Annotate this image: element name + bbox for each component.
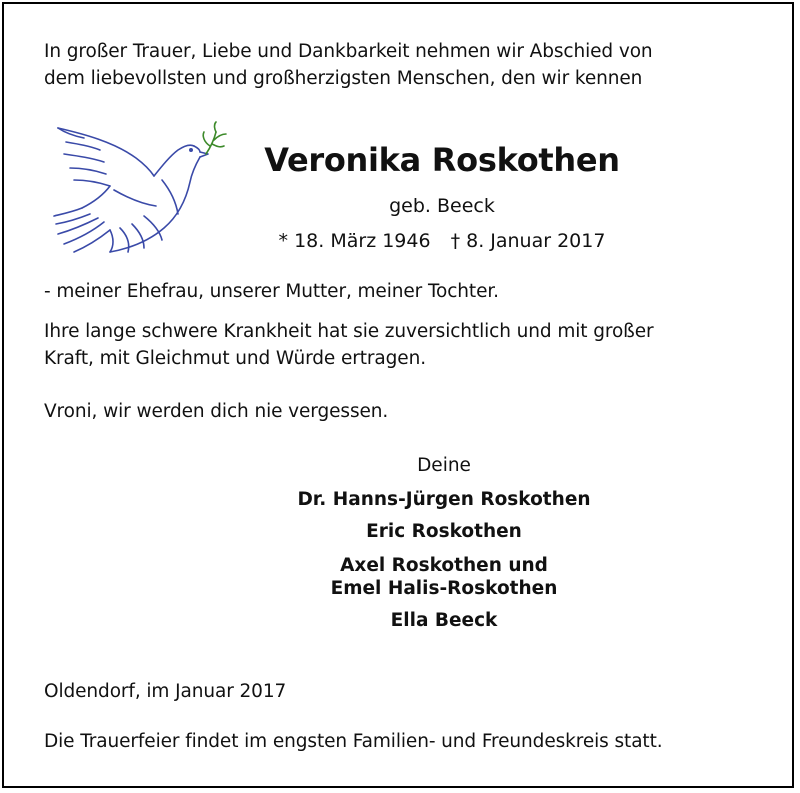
signoff: Deine — [417, 455, 471, 476]
family-member: Ella Beeck — [390, 610, 498, 631]
service-note: Die Trauerfeier findet im engsten Familien- und Freundeskreis statt. — [44, 731, 663, 752]
intro-line-2: dem liebevollsten und großherzigsten Menschen, den wir kennen — [44, 68, 643, 89]
farewell-line: Vroni, wir werden dich nie vergessen. — [44, 401, 389, 422]
birth-date: * 18. März 1946 — [278, 230, 431, 252]
dove-with-olive-branch-icon — [44, 120, 234, 260]
illness-text — [44, 318, 654, 372]
family-member: Emel Halis-Roskothen — [330, 578, 558, 599]
life-dates — [262, 228, 622, 254]
intro-text — [44, 38, 653, 92]
family-member: Dr. Hanns-Jürgen Roskothen — [297, 489, 591, 510]
illness-line-1: Ihre lange schwere Krankheit hat sie zuversichtlich und mit großer — [44, 321, 654, 342]
death-date: † 8. Januar 2017 — [450, 230, 606, 252]
illness-line-2: Kraft, mit Gleichmut und Würde ertragen. — [44, 348, 426, 369]
relation-line: - meiner Ehefrau, unserer Mutter, meiner Tochter. — [44, 281, 499, 302]
family-member: Eric Roskothen — [366, 521, 522, 542]
intro-line-1: In großer Trauer, Liebe und Dankbarkeit nehmen wir Abschied von — [44, 41, 653, 62]
family-member: Axel Roskothen und — [340, 555, 548, 576]
maiden-name: geb. Beeck — [389, 195, 495, 217]
place-date: Oldendorf, im Januar 2017 — [44, 681, 287, 702]
deceased-name: Veronika Roskothen — [264, 141, 620, 179]
